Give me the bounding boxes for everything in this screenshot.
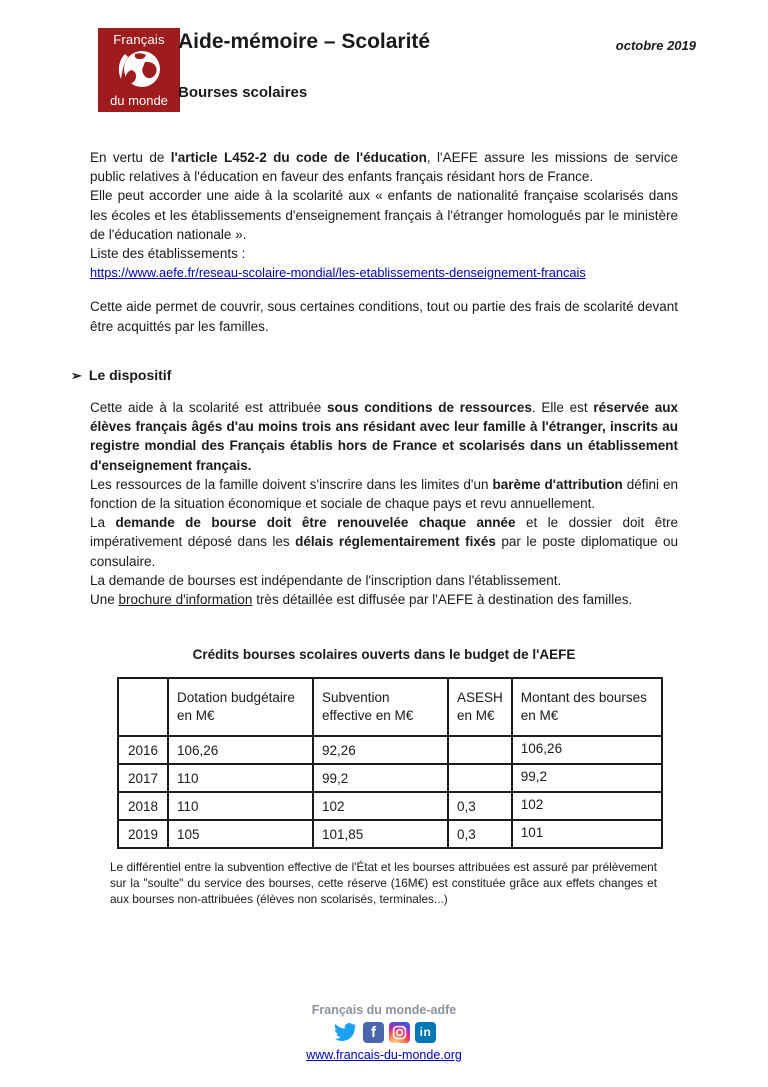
org-logo [98, 28, 180, 112]
table-row [118, 792, 662, 820]
document-footer [0, 1003, 768, 1064]
column-header [118, 678, 168, 736]
budget-table-head [118, 678, 662, 736]
document-header [0, 0, 768, 120]
facebook-icon[interactable]: f [363, 1022, 384, 1043]
text-segment: défini en fonction de la situation économique et sociale de chaque pays et revu annuellement. [90, 476, 678, 512]
document-body [71, 120, 679, 908]
linkedin-icon[interactable]: in [415, 1022, 436, 1043]
text-segment: En vertu de [90, 150, 171, 165]
table-row [118, 764, 662, 792]
logo-text-bottom: du monde [110, 93, 168, 108]
section-dispositif-heading [71, 366, 678, 385]
dispositif-paragraph-3 [90, 513, 678, 571]
intro-paragraph-2: Elle peut accorder une aide à la scolarité aux « enfants de nationalité française scolarisés dans les écoles et les établissements d'enseignement français à l'étranger homologués par le ministère de l'éducation nationale ». [90, 188, 678, 242]
year-cell: 2017 [118, 764, 168, 792]
value-cell: 106,26 [168, 736, 313, 764]
column-header: Dotation budgétaire en M€ [168, 678, 313, 736]
value-cell: 99,2 [512, 764, 662, 792]
establishments-list-label: Liste des établissements : [90, 246, 246, 262]
column-header: Montant des bourses en M€ [512, 678, 662, 736]
social-icons-row [0, 1020, 768, 1044]
page-title: Aide-mémoire – Scolarité [178, 30, 431, 53]
text-segment: Une [90, 592, 119, 608]
arrow-bullet-icon: ➢ [71, 367, 82, 383]
page-subtitle: Bourses scolaires [178, 84, 308, 101]
dispositif-paragraph-1 [90, 398, 678, 475]
text-segment: par le poste diplomatique ou consulaire. [90, 534, 678, 569]
text-segment: . Elle est [531, 400, 594, 416]
website-link[interactable]: www.francais-du-monde.org [306, 1048, 462, 1062]
value-cell: 110 [168, 792, 313, 820]
coverage-paragraph: Cette aide permet de couvrir, sous certaines conditions, tout ou partie des frais de scolarité devant être acquittés par les familles. [90, 299, 678, 334]
text-segment: La demande de bourses est indépendante de l'inscription dans l'établissement. [90, 572, 562, 588]
text-segment: sous conditions de ressources [326, 400, 532, 416]
value-cell [448, 764, 512, 792]
intro-paragraph-1 [90, 148, 678, 186]
text-segment: réservée aux élèves français âgés d'au moins trois ans résidant avec leur famille à l'étranger, inscrits au registre mondial des Français établis hors de France et scolarisés dans un établissement d'enseignement français. [90, 400, 679, 473]
globe-icon [115, 48, 163, 92]
value-cell: 0,3 [448, 792, 512, 820]
text-segment: La [90, 515, 116, 531]
instagram-icon[interactable] [389, 1022, 410, 1043]
dispositif-paragraph-5 [90, 590, 678, 609]
text-segment: Les ressources de la famille doivent s'inscrire dans les limites d'un [90, 476, 493, 492]
document-date: octobre 2019 [615, 38, 696, 53]
value-cell: 110 [168, 764, 313, 792]
logo-text-top: Français [113, 32, 165, 47]
text-segment: demande de bourse doit être renouvelée chaque année [115, 515, 516, 531]
dispositif-paragraph-2 [90, 475, 678, 513]
budget-table-body [118, 736, 662, 848]
table-title: Crédits bourses scolaires ouverts dans le budget de l'AEFE [192, 647, 576, 663]
dispositif-block [90, 398, 678, 609]
text-segment: très détaillée est diffusée par l'AEFE à destination des familles. [252, 592, 633, 608]
value-cell: 102 [512, 792, 662, 820]
header-row [118, 678, 662, 736]
text-segment: l'article L452-2 du code de l'éducation [170, 150, 427, 165]
year-cell: 2019 [118, 820, 168, 848]
text-segment: délais réglementairement fixés [295, 534, 496, 550]
section-heading-label: Le dispositif [88, 366, 172, 383]
establishments-link[interactable]: https://www.aefe.fr/reseau-scolaire-mondial/les-etablissements-denseignement-francais [90, 265, 586, 281]
column-header: Subvention effective en M€ [313, 678, 448, 736]
table-row [118, 820, 662, 848]
value-cell [448, 736, 512, 764]
value-cell: 92,26 [313, 736, 448, 764]
table-row [118, 736, 662, 764]
value-cell: 99,2 [313, 764, 448, 792]
value-cell: 106,26 [512, 736, 662, 764]
footer-org-name: Français du monde-adfe [311, 1003, 457, 1017]
value-cell: 0,3 [448, 820, 512, 848]
text-segment: et le dossier doit être impérativement déposé dans les [90, 515, 678, 550]
twitter-icon[interactable] [332, 1021, 358, 1043]
text-segment: barème d'attribution [492, 476, 623, 492]
value-cell: 101 [512, 820, 662, 848]
budget-table [117, 677, 663, 849]
year-cell: 2018 [118, 792, 168, 820]
text-segment: Cette aide à la scolarité est attribuée [90, 400, 327, 416]
value-cell: 105 [168, 820, 313, 848]
table-footnote: Le différentiel entre la subvention effective de l'État et les bourses attribuées est assuré par prélèvement sur la "soulte" du service des bourses, cette réserve (16M€) est constituée grâce aux effets changes et aux bourses non-attribuées (élèves non scolarisés, terminales...) [110, 860, 657, 907]
text-segment: , l'AEFE assure les missions de service public relatives à l'éducation en faveur des enfants français résidant hors de France. [90, 150, 678, 185]
text-segment: brochure d'information [118, 592, 253, 608]
dispositif-paragraph-4 [90, 571, 678, 590]
column-header: ASESH en M€ [448, 678, 512, 736]
year-cell: 2016 [118, 736, 168, 764]
value-cell: 102 [313, 792, 448, 820]
value-cell: 101,85 [313, 820, 448, 848]
